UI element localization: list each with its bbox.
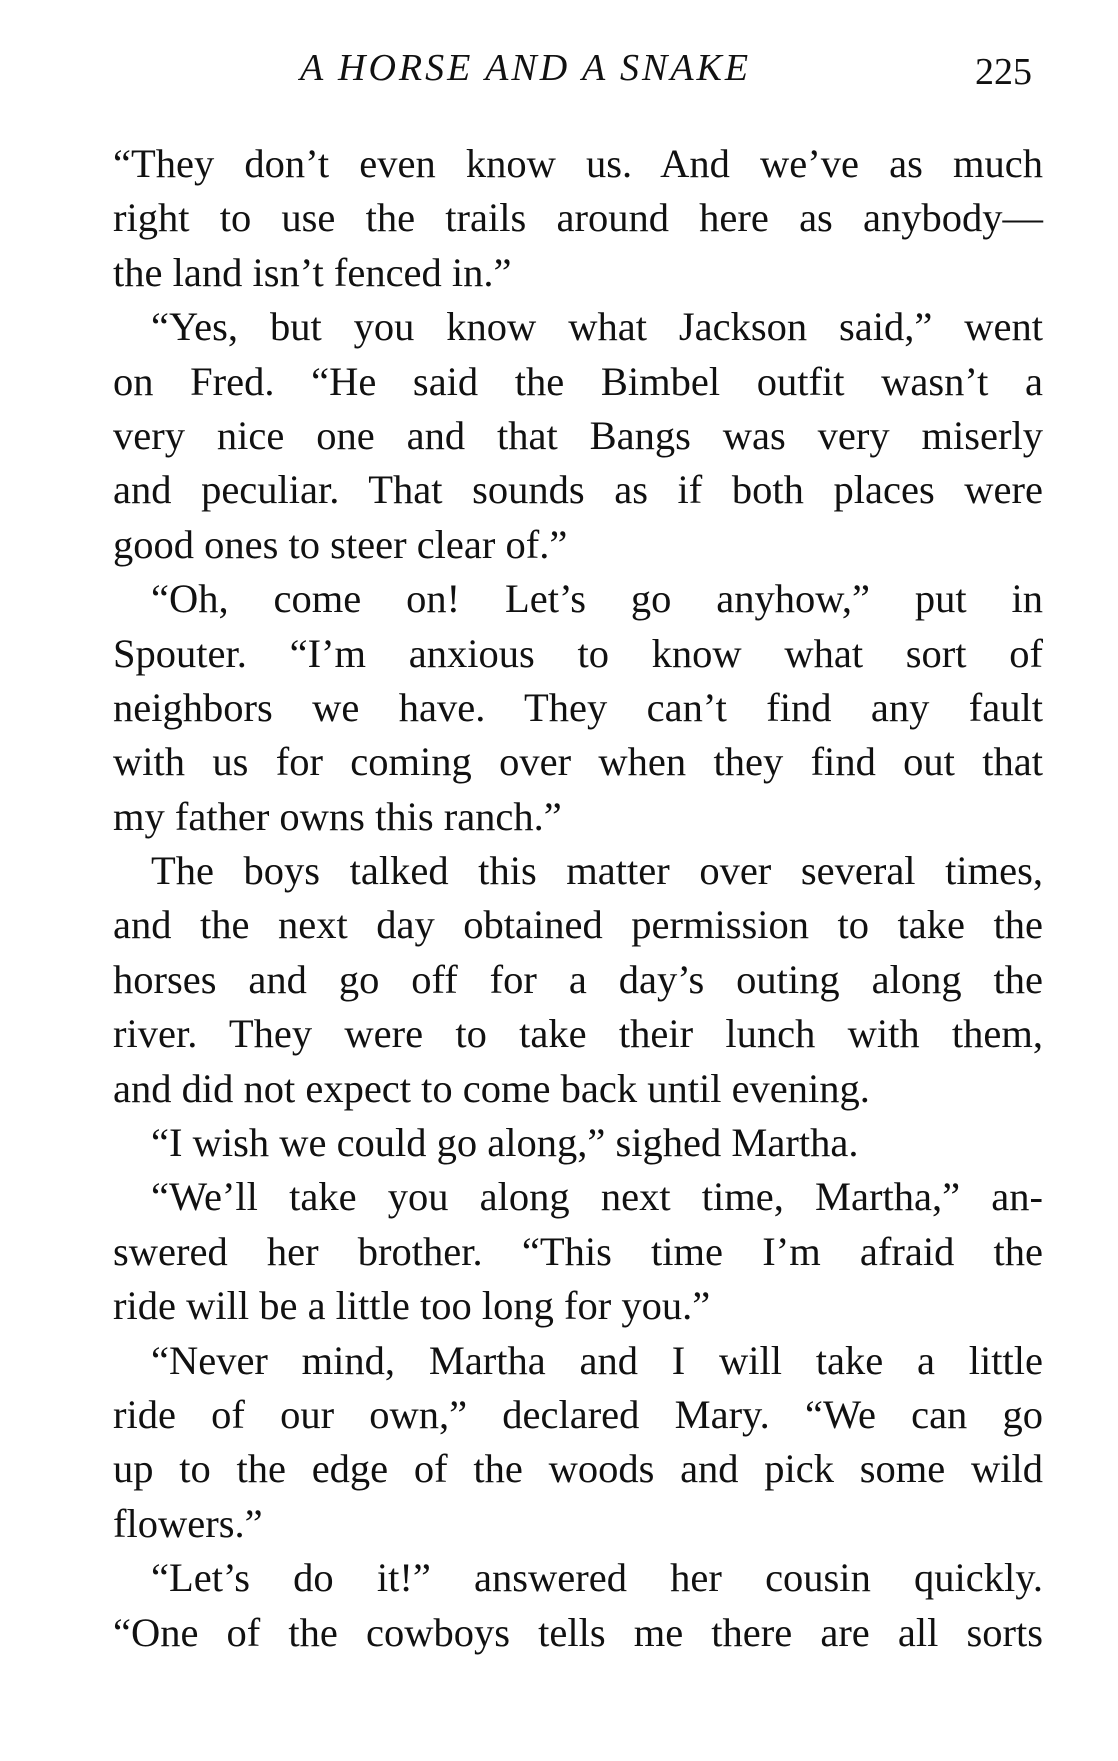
text-line: flowers.” [113, 1500, 263, 1546]
text-line: good ones to steer clear of.” [113, 521, 568, 567]
text-line: “Never mind, Martha and I will take a little [151, 1337, 1043, 1383]
text-line: neighbors we have. They can’t find any fault [113, 684, 1043, 730]
text-line: on Fred. “He said the Bimbel outfit wasn’t a [113, 358, 1043, 404]
text-line: ride will be a little too long for you.” [113, 1283, 711, 1329]
text-line: Spouter. “I’m anxious to know what sort of [113, 630, 1043, 676]
text-line: swered her brother. “This time I’m afraid the [113, 1228, 1043, 1274]
text-line: and did not expect to come back until evening. [113, 1065, 870, 1111]
text-line: the land isn’t fenced in.” [113, 249, 512, 295]
text-line: right to use the trails around here as anybody— [113, 195, 1043, 241]
text-line: “One of the cowboys tells me there are all sorts [113, 1609, 1043, 1655]
text-line: “Oh, come on! Let’s go anyhow,” put in [151, 576, 1043, 622]
text-line: up to the edge of the woods and pick some wild [113, 1446, 1043, 1492]
text-line: river. They were to take their lunch with them, [113, 1011, 1043, 1057]
text-line: and the next day obtained permission to take the [113, 902, 1043, 948]
text-line: The boys talked this matter over several times, [151, 848, 1043, 894]
page-number: 225 [975, 51, 1032, 93]
text-line: ride of our own,” declared Mary. “We can go [113, 1391, 1043, 1437]
text-line: “Yes, but you know what Jackson said,” went [151, 304, 1043, 350]
text-line: with us for coming over when they find out that [113, 739, 1043, 785]
text-line: “They don’t even know us. And we’ve as much [113, 141, 1043, 186]
text-line: “I wish we could go along,” sighed Martha. [151, 1120, 859, 1166]
body-text [113, 137, 1043, 1660]
text-line: “We’ll take you along next time, Martha,” an- [151, 1174, 1043, 1220]
running-title: A HORSE AND A SNAKE [300, 47, 752, 89]
text-line: my father owns this ranch.” [113, 793, 562, 839]
text-line: and peculiar. That sounds as if both places were [113, 467, 1043, 513]
text-line: horses and go off for a day’s outing along the [113, 956, 1043, 1002]
text-line: “Let’s do it!” answered her cousin quickly. [151, 1555, 1043, 1601]
text-line: very nice one and that Bangs was very miserly [113, 412, 1043, 458]
